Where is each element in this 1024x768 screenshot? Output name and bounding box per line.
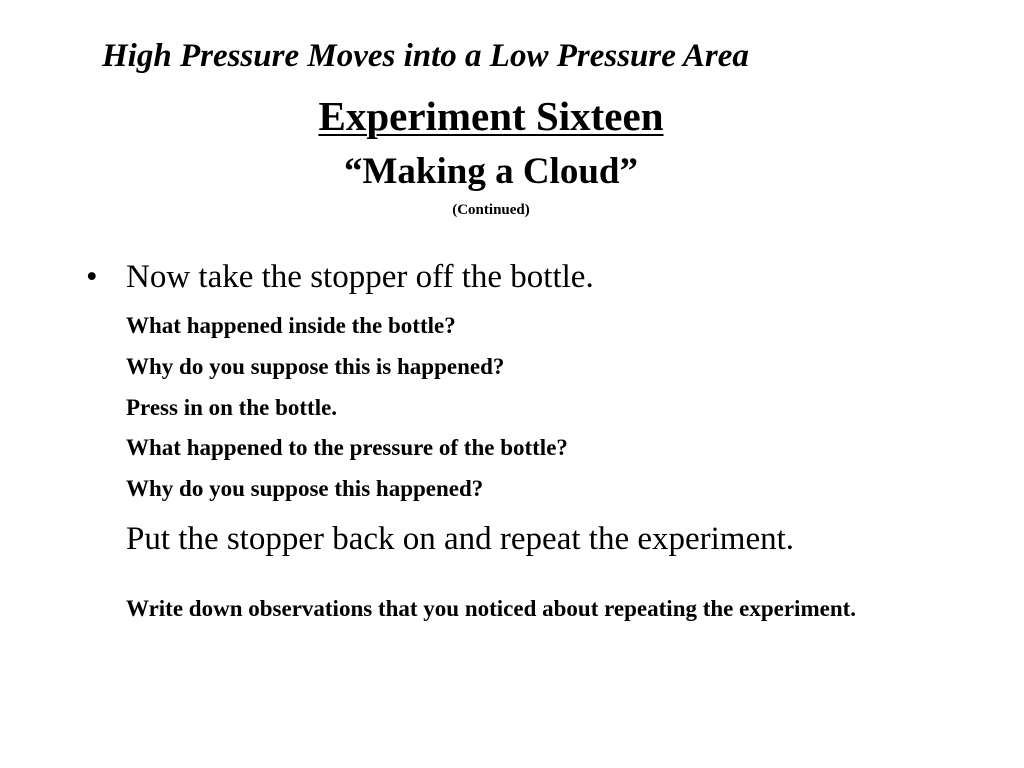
bullet-text: Now take the stopper off the bottle. (126, 259, 594, 295)
final-note: Write down observations that you noticed about repeating the experiment. (126, 596, 857, 621)
continued-label: (Continued) (452, 202, 530, 218)
question-1: What happened inside the bottle? (126, 313, 456, 338)
question-3: Press in on the bottle. (126, 395, 338, 420)
question-4: What happened to the pressure of the bottle? (126, 435, 568, 460)
slide-heading: High Pressure Moves into a Low Pressure Area (102, 38, 749, 74)
instruction-text: Put the stopper back on and repeat the experiment. (126, 521, 795, 557)
question-2: Why do you suppose this is happened? (126, 354, 505, 379)
question-5: Why do you suppose this happened? (126, 476, 484, 501)
bullet-marker: • (86, 259, 98, 295)
slide-title: Experiment Sixteen (318, 93, 664, 139)
slide-subtitle: “Making a Cloud” (343, 151, 638, 192)
